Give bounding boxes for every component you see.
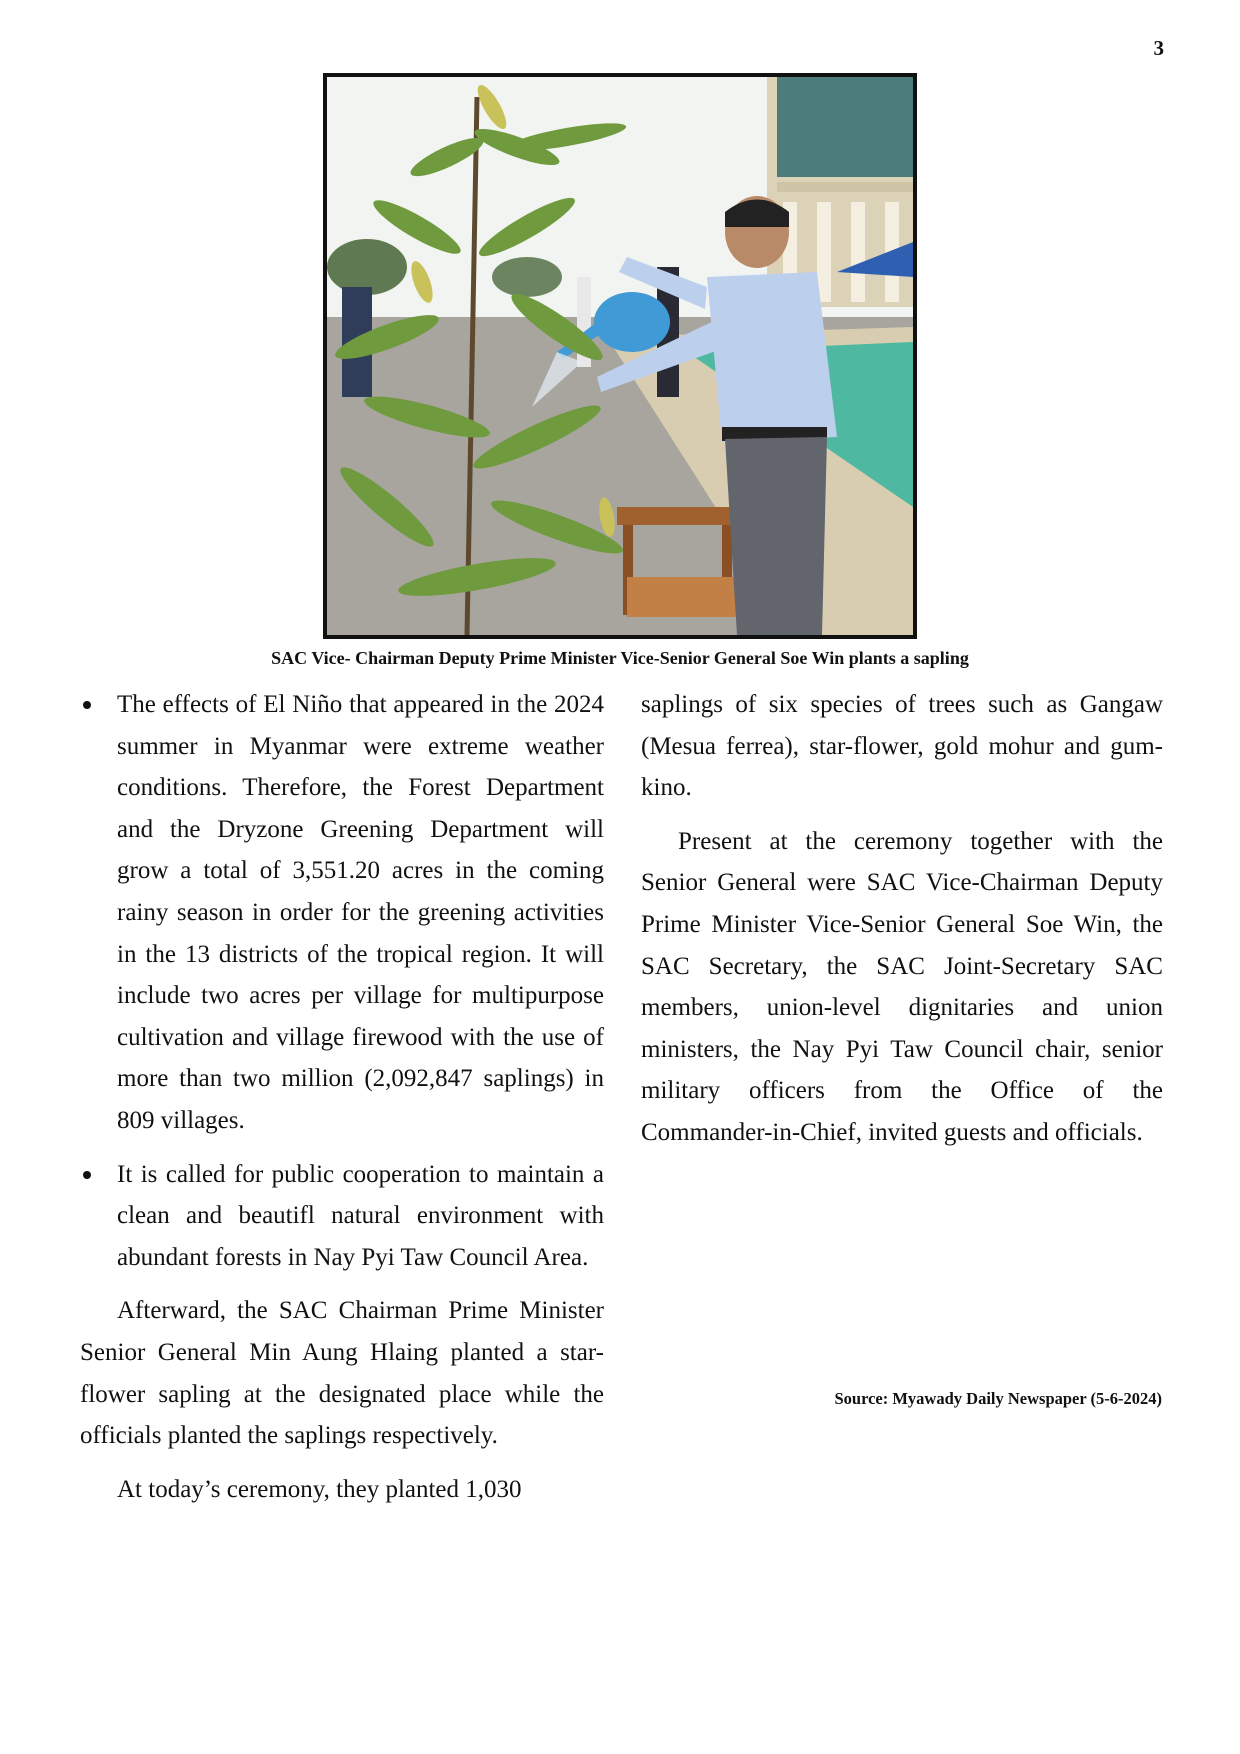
bullet-text: It is called for public cooperation to maintain a clean and beautifl natural environment with abundant forests in Nay Pyi Taw Council Area.	[117, 1160, 604, 1271]
right-column	[641, 684, 1163, 1166]
source-credit: Source: Myawady Daily Newspaper (5-6-2024)	[834, 1389, 1162, 1408]
photo-caption: SAC Vice- Chairman Deputy Prime Minister Vice-Senior General Soe Win plants a sapling	[271, 648, 969, 668]
photo-illustration	[327, 77, 913, 635]
bullet-icon	[83, 701, 91, 709]
page-number: 3	[1153, 36, 1164, 60]
body-paragraph: At today’s ceremony, they planted 1,030	[117, 1475, 522, 1503]
news-photo	[323, 73, 917, 639]
bullet-item	[80, 1154, 604, 1279]
body-paragraph: Afterward, the SAC Chairman Prime Minister Senior General Min Aung Hlaing planted a star-flower sapling at the designated place while the officials planted the saplings respectively.	[80, 1297, 604, 1450]
bullet-item	[80, 684, 604, 1142]
left-column	[80, 684, 604, 1522]
bullet-icon	[83, 1171, 91, 1179]
bullet-text: The effects of El Niño that appeared in the 2024 summer in Myanmar were extreme weather conditions. Therefore, the Forest Department and the Dryzone Greening Department will grow a total of 3,551.20 acres in the coming rainy season in order for the greening activities in the 13 districts of the tropical region. It will include two acres per village for multipurpose cultivation and village firewood with the use of more than two million (2,092,847 saplings) in 809 villages.	[117, 691, 604, 1134]
body-paragraph: Present at the ceremony together with the Senior General were SAC Vice-Chairman Deputy Prime Minister Vice-Senior General Soe Win, the SAC Secretary, the SAC Joint-Secretary SAC members, union-level dignitaries and union ministers, the Nay Pyi Taw Council chair, senior military officers from the Office of the Commander-in-Chief, invited guests and officials.	[641, 827, 1163, 1146]
continued-paragraph: saplings of six species of trees such as Gangaw (Mesua ferrea), star-flower, gold mohur and gum-kino.	[641, 691, 1163, 802]
